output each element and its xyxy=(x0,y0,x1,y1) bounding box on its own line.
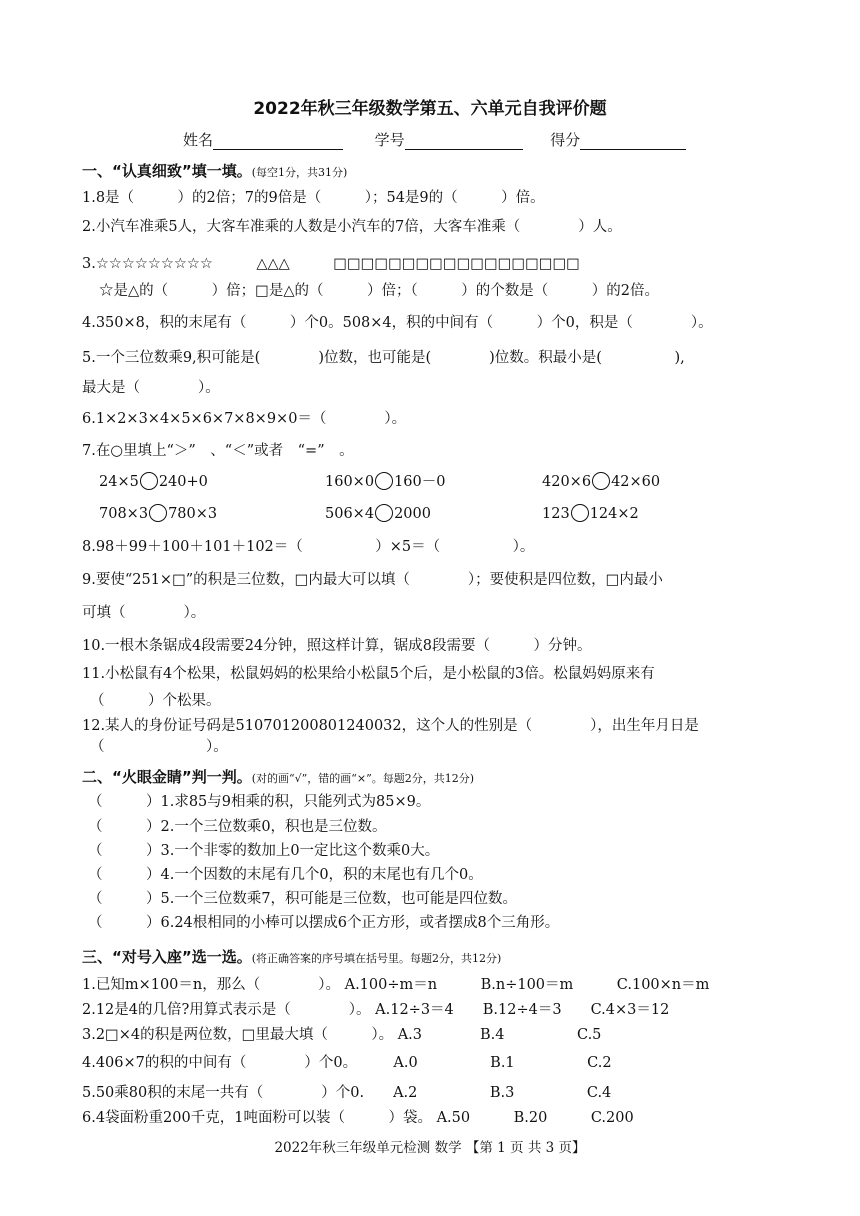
student-info-line xyxy=(183,129,686,150)
question-1-9-line-1: 9.要使“251×□”的积是三位数，□内最大可以填（ ）；要使积是四位数，□内最小 xyxy=(82,572,663,588)
question-1-5-line-1: 5.一个三位数乘9,积可能是( )位数，也可能是( )位数。积最小是( ), xyxy=(82,350,685,366)
name-blank xyxy=(213,133,343,150)
score-blank xyxy=(580,133,686,150)
question-1-4: 4.350×8，积的末尾有（ ）个0。508×4，积的中间有（ ）个0，积是（ ）。 xyxy=(82,315,713,331)
student-id-blank xyxy=(405,133,523,150)
compare-left: 420×6 xyxy=(542,474,592,490)
choice-item: 4.406×7的积的中间有（ ）个0。 A.0 B.1 C.2 xyxy=(82,1055,612,1071)
question-1-11-line-2: （ ）个松果。 xyxy=(90,693,221,709)
compare-item xyxy=(99,472,208,492)
section-1-note: (每空1分，共31分) xyxy=(251,166,348,179)
compare-item xyxy=(325,504,431,524)
question-1-6: 6.1×2×3×4×5×6×7×8×9×0＝（ ）。 xyxy=(82,411,407,427)
question-1-3-text: ☆是△的（ ）倍；□是△的（ ）倍；（ ）的个数是（ ）的2倍。 xyxy=(99,283,659,299)
question-1-2: 2.小汽车准乘5人，大客车准乘的人数是小汽车的7倍，大客车准乘（ ）人。 xyxy=(82,219,622,235)
compare-right: 780×3 xyxy=(168,506,218,522)
choice-item: 5.50乘80积的末尾一共有（ ）个0. A.2 B.3 C.4 xyxy=(82,1085,612,1101)
section-2-note: (对的画“√”，错的画“×”。每题2分，共12分) xyxy=(251,772,475,785)
compare-left: 160×0 xyxy=(325,474,375,490)
judge-item: （ ）5.一个三位数乘7，积可能是三位数，也可能是四位数。 xyxy=(88,891,518,907)
compare-left: 708×3 xyxy=(99,506,149,522)
compare-left: 506×4 xyxy=(325,506,375,522)
compare-circle-blank[interactable] xyxy=(571,504,589,522)
compare-left: 24×5 xyxy=(99,474,139,490)
choice-item: 2.12是4的几倍?用算式表示是（ ）。 A.12÷3＝4 B.12÷4＝3 C.4×3＝12 xyxy=(82,1002,670,1018)
score-label: 得分 xyxy=(550,131,581,149)
section-2-heading xyxy=(82,766,474,787)
judge-item: （ ）6.24根相同的小棒可以摆成6个正方形，或者摆成8个三角形。 xyxy=(88,915,560,931)
compare-item xyxy=(542,472,660,492)
section-3-title: 三、“对号入座”选一选。 xyxy=(82,948,252,966)
compare-circle-blank[interactable] xyxy=(149,504,167,522)
choice-item: 6.4袋面粉重200千克，1吨面粉可以装（ ）袋。 A.50 B.20 C.200 xyxy=(82,1110,634,1126)
question-1-8: 8.98＋99＋100＋101＋102＝（ ）×5＝（ ）。 xyxy=(82,539,535,555)
compare-right: 240+0 xyxy=(158,474,208,490)
page-title: 2022年秋三年级数学第五、六单元自我评价题 xyxy=(253,99,607,119)
compare-right: 160－0 xyxy=(394,474,446,490)
question-1-9-line-2: 可填（ ）。 xyxy=(82,605,206,621)
compare-item xyxy=(325,472,445,492)
compare-circle-blank[interactable] xyxy=(140,472,158,490)
compare-right: 2000 xyxy=(394,506,431,522)
section-2-title: 二、“火眼金睛”判一判。 xyxy=(82,768,252,786)
section-3-note: (将正确答案的序号填在括号里。每题2分，共12分) xyxy=(251,952,502,965)
page-footer: 2022年秋三年级单元检测 数学 【第 1 页 共 3 页】 xyxy=(274,1140,586,1156)
question-1-3-shapes: 3.☆☆☆☆☆☆☆☆☆ △△△ □□□□□□□□□□□□□□□□□□ xyxy=(82,256,580,272)
name-label: 姓名 xyxy=(183,131,214,149)
question-1-1: 1.8是（ ）的2倍；7的9倍是（ ）；54是9的（ ）倍。 xyxy=(82,190,545,206)
compare-item xyxy=(542,504,639,524)
question-1-12-line-2: （ ）。 xyxy=(90,739,228,755)
question-1-12-line-1: 12.某人的身份证号码是510701200801240032，这个人的性别是（ ），出生年月日是 xyxy=(82,718,699,734)
compare-item xyxy=(99,504,217,524)
question-1-5-line-2: 最大是（ ）。 xyxy=(82,380,220,396)
judge-item: （ ）4.一个因数的末尾有几个0，积的末尾也有几个0。 xyxy=(88,867,483,883)
section-3-heading xyxy=(82,946,501,967)
section-1-title: 一、“认真细致”填一填。 xyxy=(82,162,252,180)
choice-item: 1.已知m×100＝n，那么（ ）。 A.100÷m＝n B.n÷100＝m C.100×n＝m xyxy=(82,977,710,993)
student-id-label: 学号 xyxy=(374,131,405,149)
compare-circle-blank[interactable] xyxy=(375,472,393,490)
judge-item: （ ）2.一个三位数乘0，积也是三位数。 xyxy=(88,819,387,835)
question-1-7: 7.在○里填上“＞” 、“＜”或者 “=” 。 xyxy=(82,443,354,459)
judge-item: （ ）3.一个非零的数加上0一定比这个数乘0大。 xyxy=(88,843,440,859)
compare-right: 42×60 xyxy=(611,474,661,490)
compare-circle-blank[interactable] xyxy=(375,504,393,522)
choice-item: 3.2□×4的积是两位数，□里最大填（ ）。 A.3 B.4 C.5 xyxy=(82,1027,602,1043)
compare-right: 124×2 xyxy=(589,506,639,522)
compare-circle-blank[interactable] xyxy=(592,472,610,490)
compare-left: 123 xyxy=(542,506,570,522)
question-1-10: 10.一根木条锯成4段需要24分钟，照这样计算，锯成8段需要（ ）分钟。 xyxy=(82,638,592,654)
question-1-11-line-1: 11.小松鼠有4个松果，松鼠妈妈的松果给小松鼠5个后，是小松鼠的3倍。松鼠妈妈原来有 xyxy=(82,666,655,682)
section-1-heading xyxy=(82,160,347,181)
judge-item: （ ）1.求85与9相乘的积，只能列式为85×9。 xyxy=(88,794,431,810)
